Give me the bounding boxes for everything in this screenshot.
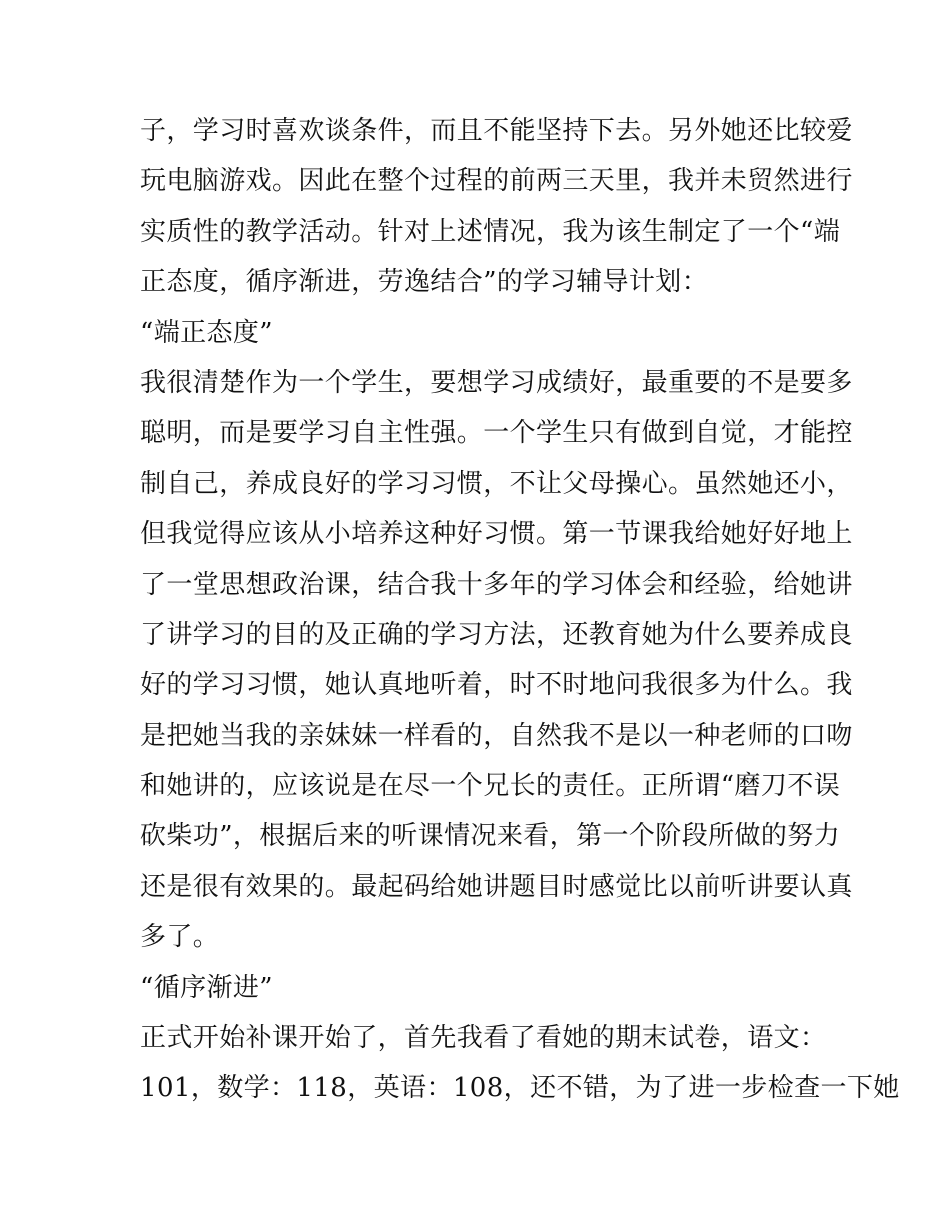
- text-line: 101，数学：118，英语：108，还不错，为了进一步检查一下她: [140, 1073, 900, 1104]
- text-line: 砍柴功”，根据后来的听课情况来看，第一个阶段所做的努力: [140, 821, 841, 852]
- section-heading: “循序渐进”: [140, 972, 273, 1003]
- text-line: 是把她当我的亲妹妹一样看的，自然我不是以一种老师的口吻: [140, 720, 853, 751]
- text-line: 聪明，而是要学习自主性强。一个学生只有做到自觉，才能控: [140, 418, 853, 449]
- text-line: 还是很有效果的。最起码给她讲题目时感觉比以前听讲要认真: [140, 871, 853, 902]
- text-line: 了讲学习的目的及正确的学习方法，还教育她为什么要养成良: [140, 619, 853, 650]
- section-heading: “端正态度”: [140, 317, 273, 348]
- text-line: 但我觉得应该从小培养这种好习惯。第一节课我给她好好地上: [140, 519, 853, 550]
- text-line: 实质性的教学活动。针对上述情况，我为该生制定了一个“端: [140, 216, 841, 247]
- body-text: [140, 106, 900, 1114]
- text-line: 我很清楚作为一个学生，要想学习成绩好，最重要的不是要多: [140, 367, 853, 398]
- text-line: 多了。: [140, 922, 220, 953]
- text-line: 玩电脑游戏。因此在整个过程的前两三天里，我并未贸然进行: [140, 166, 853, 197]
- text-line: 正态度，循序渐进，劳逸结合”的学习辅导计划：: [140, 267, 709, 298]
- text-line: 好的学习习惯，她认真地听着，时不时地问我很多为什么。我: [140, 670, 853, 701]
- text-line: 制自己，养成良好的学习习惯，不让父母操心。虽然她还小，: [140, 468, 853, 499]
- text-line: 子，学习时喜欢谈条件，而且不能坚持下去。另外她还比较爱: [140, 116, 853, 146]
- text-line: 和她讲的，应该说是在尽一个兄长的责任。正所谓“磨刀不误: [140, 771, 841, 802]
- text-line: 了一堂思想政治课，结合我十多年的学习体会和经验，给她讲: [140, 569, 853, 600]
- text-line: 正式开始补课开始了，首先我看了看她的期末试卷，语文：: [140, 1023, 827, 1054]
